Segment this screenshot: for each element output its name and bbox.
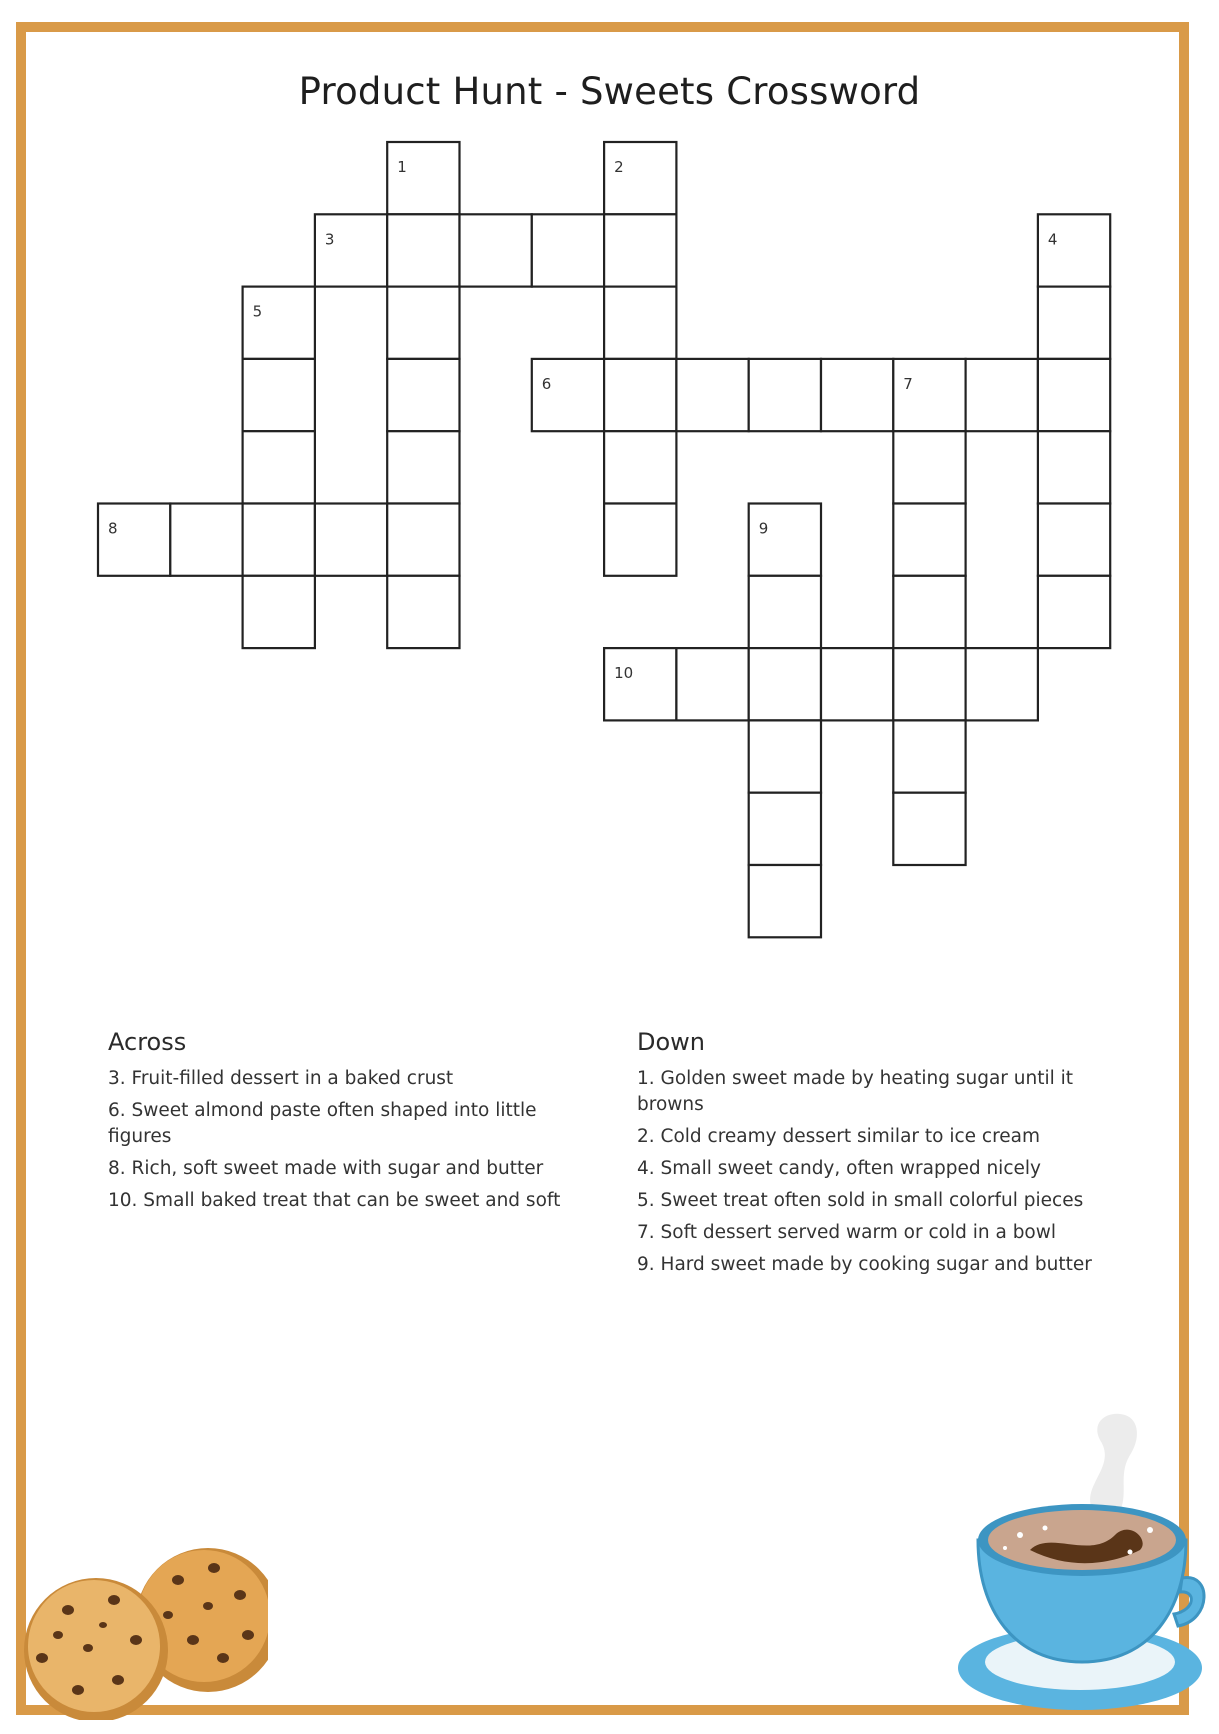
grid-cell[interactable]	[243, 504, 315, 576]
grid-cell[interactable]	[604, 359, 676, 431]
grid-cell[interactable]	[749, 648, 821, 720]
grid-cell[interactable]	[387, 214, 459, 286]
grid-cell[interactable]	[1038, 431, 1110, 503]
grid-cell[interactable]	[1038, 504, 1110, 576]
grid-cell[interactable]	[1038, 287, 1110, 359]
clue-number: 2	[614, 158, 624, 176]
grid-cell[interactable]	[532, 359, 604, 431]
grid-cell[interactable]	[170, 504, 242, 576]
grid-cell[interactable]	[604, 142, 676, 214]
clue-number: 6	[541, 374, 552, 393]
down-clue: 5. Sweet treat often sold in small colorful pieces	[637, 1190, 1084, 1211]
grid-cell[interactable]	[821, 359, 893, 431]
grid-cell[interactable]	[676, 648, 748, 720]
grid-cell[interactable]	[243, 576, 315, 648]
grid-cell[interactable]	[749, 504, 821, 576]
down-clue-list	[637, 1066, 1107, 1284]
clue-number: 5	[252, 302, 263, 321]
clue-number: 7	[903, 374, 913, 393]
grid-cell[interactable]	[1038, 576, 1110, 648]
clue-number: 10	[614, 664, 634, 683]
grid-cell[interactable]	[749, 793, 821, 865]
grid-cell[interactable]	[821, 648, 893, 720]
down-heading: Down	[637, 1028, 706, 1056]
clue-number: 9	[758, 519, 769, 538]
grid-cell[interactable]	[893, 648, 965, 720]
grid-cell[interactable]	[893, 359, 965, 431]
grid-cell[interactable]	[676, 359, 748, 431]
grid-cell[interactable]	[749, 576, 821, 648]
grid-cell[interactable]	[1038, 214, 1110, 286]
grid-cell[interactable]	[893, 720, 965, 792]
grid-cell[interactable]	[604, 287, 676, 359]
grid-cell[interactable]	[966, 648, 1038, 720]
across-clue: 6. Sweet almond paste often shaped into little figures	[108, 1100, 537, 1147]
grid-cell[interactable]	[604, 504, 676, 576]
across-clue: 3. Fruit-filled dessert in a baked crust	[108, 1068, 454, 1089]
across-clue-list	[108, 1066, 568, 1220]
grid-cell[interactable]	[749, 359, 821, 431]
grid-cell[interactable]	[893, 504, 965, 576]
grid-cell[interactable]	[893, 431, 965, 503]
grid-cell[interactable]	[604, 431, 676, 503]
grid-cell[interactable]	[1038, 359, 1110, 431]
grid-cell[interactable]	[893, 576, 965, 648]
grid-cell[interactable]	[243, 431, 315, 503]
grid-cell[interactable]	[893, 793, 965, 865]
cookies-icon	[18, 1540, 268, 1720]
grid-cell[interactable]	[387, 576, 459, 648]
grid-cell[interactable]	[98, 504, 170, 576]
down-clue: 4. Small sweet candy, often wrapped nicely	[637, 1158, 1041, 1179]
clue-number: 8	[108, 519, 118, 538]
grid-cell[interactable]	[387, 504, 459, 576]
grid-cell[interactable]	[387, 359, 459, 431]
grid-cell[interactable]	[460, 214, 532, 286]
front-cookie-icon	[24, 1578, 168, 1720]
grid-cell[interactable]	[315, 504, 387, 576]
down-clue: 1. Golden sweet made by heating sugar until it browns	[637, 1068, 1074, 1115]
grid-cell[interactable]	[387, 431, 459, 503]
down-clue: 2. Cold creamy dessert similar to ice cream	[637, 1126, 1041, 1147]
down-clue: 9. Hard sweet made by cooking sugar and butter	[637, 1254, 1092, 1275]
grid-cell[interactable]	[749, 865, 821, 937]
clue-number: 4	[1047, 230, 1058, 249]
grid-cell[interactable]	[315, 214, 387, 286]
grid-cell[interactable]	[749, 720, 821, 792]
hot-cocoa-cup-icon	[950, 1400, 1210, 1720]
across-clue: 10. Small baked treat that can be sweet and soft	[108, 1190, 561, 1211]
grid-cell[interactable]	[966, 359, 1038, 431]
clue-number: 3	[324, 230, 335, 249]
across-heading: Across	[108, 1028, 187, 1056]
page-title: Product Hunt - Sweets Crossword	[298, 70, 921, 113]
grid-cell[interactable]	[387, 287, 459, 359]
grid-cell[interactable]	[387, 142, 459, 214]
grid-cell[interactable]	[243, 359, 315, 431]
across-clue: 8. Rich, soft sweet made with sugar and butter	[108, 1158, 544, 1179]
grid-cell[interactable]	[604, 648, 676, 720]
grid-cell[interactable]	[243, 287, 315, 359]
clue-number: 1	[397, 158, 407, 176]
down-clue: 7. Soft dessert served warm or cold in a bowl	[637, 1222, 1057, 1243]
grid-cell[interactable]	[604, 214, 676, 286]
grid-cell[interactable]	[532, 214, 604, 286]
